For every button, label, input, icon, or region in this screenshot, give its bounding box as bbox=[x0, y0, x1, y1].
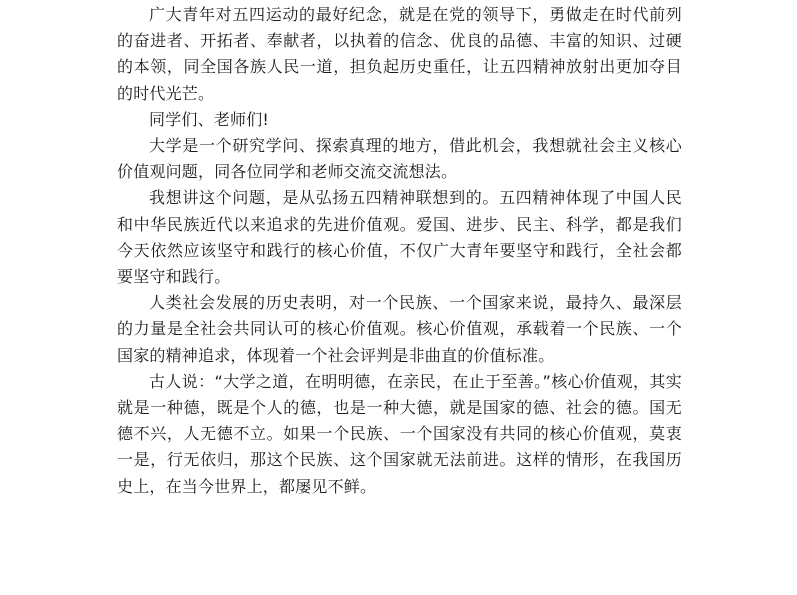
paragraph-salutation: 同学们、老师们! bbox=[149, 109, 270, 129]
paragraph-university-purpose: 大学是一个研究学问、探索真理的地方，借此机会，我想就社会主义核心价值观问题，同各位同学和老师交流交流想法。 bbox=[117, 136, 682, 182]
document-body bbox=[117, 2, 682, 500]
paragraph-youth-commemoration: 广大青年对五四运动的最好纪念，就是在党的领导下，勇做走在时代前列的奋进者、开拓者、奉献者，以执着的信念、优良的品德、丰富的知识、过硬的本领，同全国各族人民一道，担负起历史重任，让五四精神放射出更加夺目的时代光芒。 bbox=[117, 5, 682, 103]
paragraph-may-fourth-spirit: 我想讲这个问题，是从弘扬五四精神联想到的。五四精神体现了中国人民和中华民族近代以来追求的先进价值观。爱国、进步、民主、科学，都是我们今天依然应该坚守和践行的核心价值，不仅广大青年要坚守和践行，全社会都要坚守和践行。 bbox=[117, 188, 682, 287]
paragraph-ancient-saying: 古人说：“大学之道，在明明德，在亲民，在止于至善。”核心价值观，其实就是一种德，既是个人的德，也是一种大德，就是国家的德、社会的德。国无德不兴，人无德不立。如果一个民族、一个国家没有共同的核心价值观，莫衷一是，行无依归，那这个民族、这个国家就无法前进。这样的情形，在我国历史上，在当今世界上，都屡见不鲜。 bbox=[117, 371, 682, 496]
paragraph-core-values-history: 人类社会发展的历史表明，对一个民族、一个国家来说，最持久、最深层的力量是全社会共同认可的核心价值观。核心价值观，承载着一个民族、一个国家的精神追求，体现着一个社会评判是非曲直的价值标准。 bbox=[117, 293, 682, 365]
